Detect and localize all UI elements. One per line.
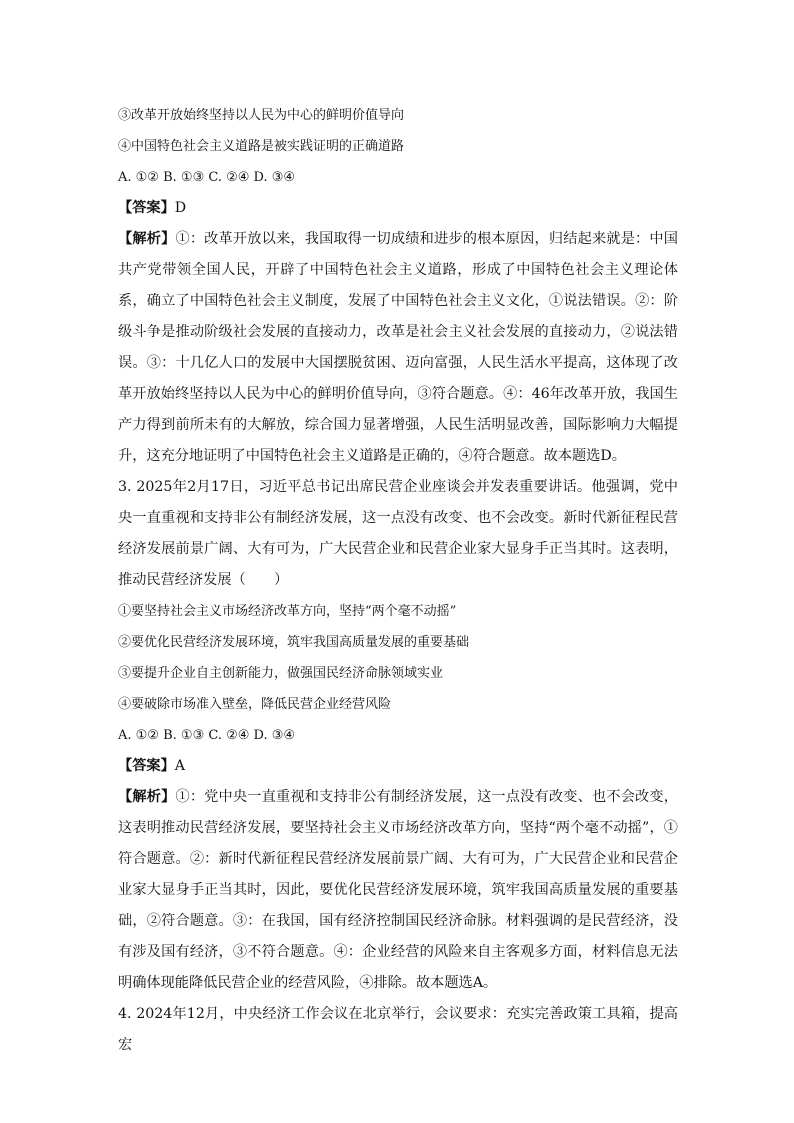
q3-analysis-label: 【解析】 [118,789,176,805]
q3-option-3: ③要提升企业自主创新能力，做强国民经济命脉领域实业 [118,666,444,681]
q3-option-1: ①要坚持社会主义市场经济改革方向，坚持“两个毫不动摇” [118,604,457,619]
q3-analysis [118,782,678,999]
q3-stem: 3. 2025年2月17日，习近平总书记出席民营企业座谈会并发表重要讲话。他强调，党中央一直重视和支持非公有制经济发展，这一点没有改变、也不会改变。新时代新征程民营经济发展前景广阔、大有可为，广大民营企业和民营企业家大显身手正当其时。这表明，推动民营经济发展（ ） [118,479,678,588]
q3-option-4: ④要破除市场准入壁垒，降低民营企业经营风险 [118,697,392,712]
page-content [118,100,678,1061]
q3-analysis-text: ①：党中央一直重视和支持非公有制经济发展，这一点没有改变、也不会改变，这表明推动民营经济发展，要坚持社会主义市场经济改革方向，坚持“两个毫不动摇”，①符合题意。②：新时代新征程民营经济发展前景广阔、大有可为，广大民营企业和民营企业家大显身手正当其时，因此，要优化民营经济发展环境，筑牢我国高质量发展的重要基础，②符合题意。③：在我国，国有经济控制国民经济命脉。材料强调的是民营经济，没有涉及国有经济，③不符合题意。④：企业经营的风险来自主客观多方面，材料信息无法明确体现能降低民营企业的经营风险，④排除。故本题选A。 [118,789,678,991]
q2-option-3: ③改革开放始终坚持以人民为中心的鲜明价值导向 [118,108,405,123]
q2-analysis [118,224,678,472]
q2-answer-label: 【答案】 [118,200,175,216]
q3-answer [118,751,678,782]
q2-answer-value: D [174,200,187,216]
q2-analysis-text: ①：改革开放以来，我国取得一切成绩和进步的根本原因，归结起来就是：中国共产党带领全国人民，开辟了中国特色社会主义道路，形成了中国特色社会主义理论体系，确立了中国特色社会主义制度，发展了中国特色社会主义文化，①说法错误。②：阶级斗争是推动阶级社会发展的直接动力，改革是社会主义社会发展的直接动力，②说法错误。③：十几亿人口的发展中大国摆脱贫困、迈向富强，人民生活水平提高，这体现了改革开放始终坚持以人民为中心的鲜明价值导向，③符合题意。④：46年改革开放，我国生产力得到前所未有的大解放，综合国力显著增强，人民生活明显改善，国际影响力大幅提升，这充分地证明了中国特色社会主义道路是正确的，④符合题意。故本题选D。 [118,231,678,464]
q3-answer-label: 【答案】 [118,758,175,774]
q2-analysis-label: 【解析】 [118,231,176,247]
q2-answer [118,193,678,224]
q3-choices: A. ①② B. ①③ C. ②④ D. ③④ [118,728,296,743]
q3-answer-value: A [174,758,186,774]
q3-option-2: ②要优化民营经济发展环境，筑牢我国高质量发展的重要基础 [118,635,470,650]
q2-choices: A. ①② B. ①③ C. ②④ D. ③④ [118,170,296,185]
q4-stem: 4. 2024年12月，中央经济工作会议在北京举行，会议要求：充实完善政策工具箱，提高宏 [118,1006,678,1053]
q2-option-4: ④中国特色社会主义道路是被实践证明的正确道路 [118,139,405,154]
